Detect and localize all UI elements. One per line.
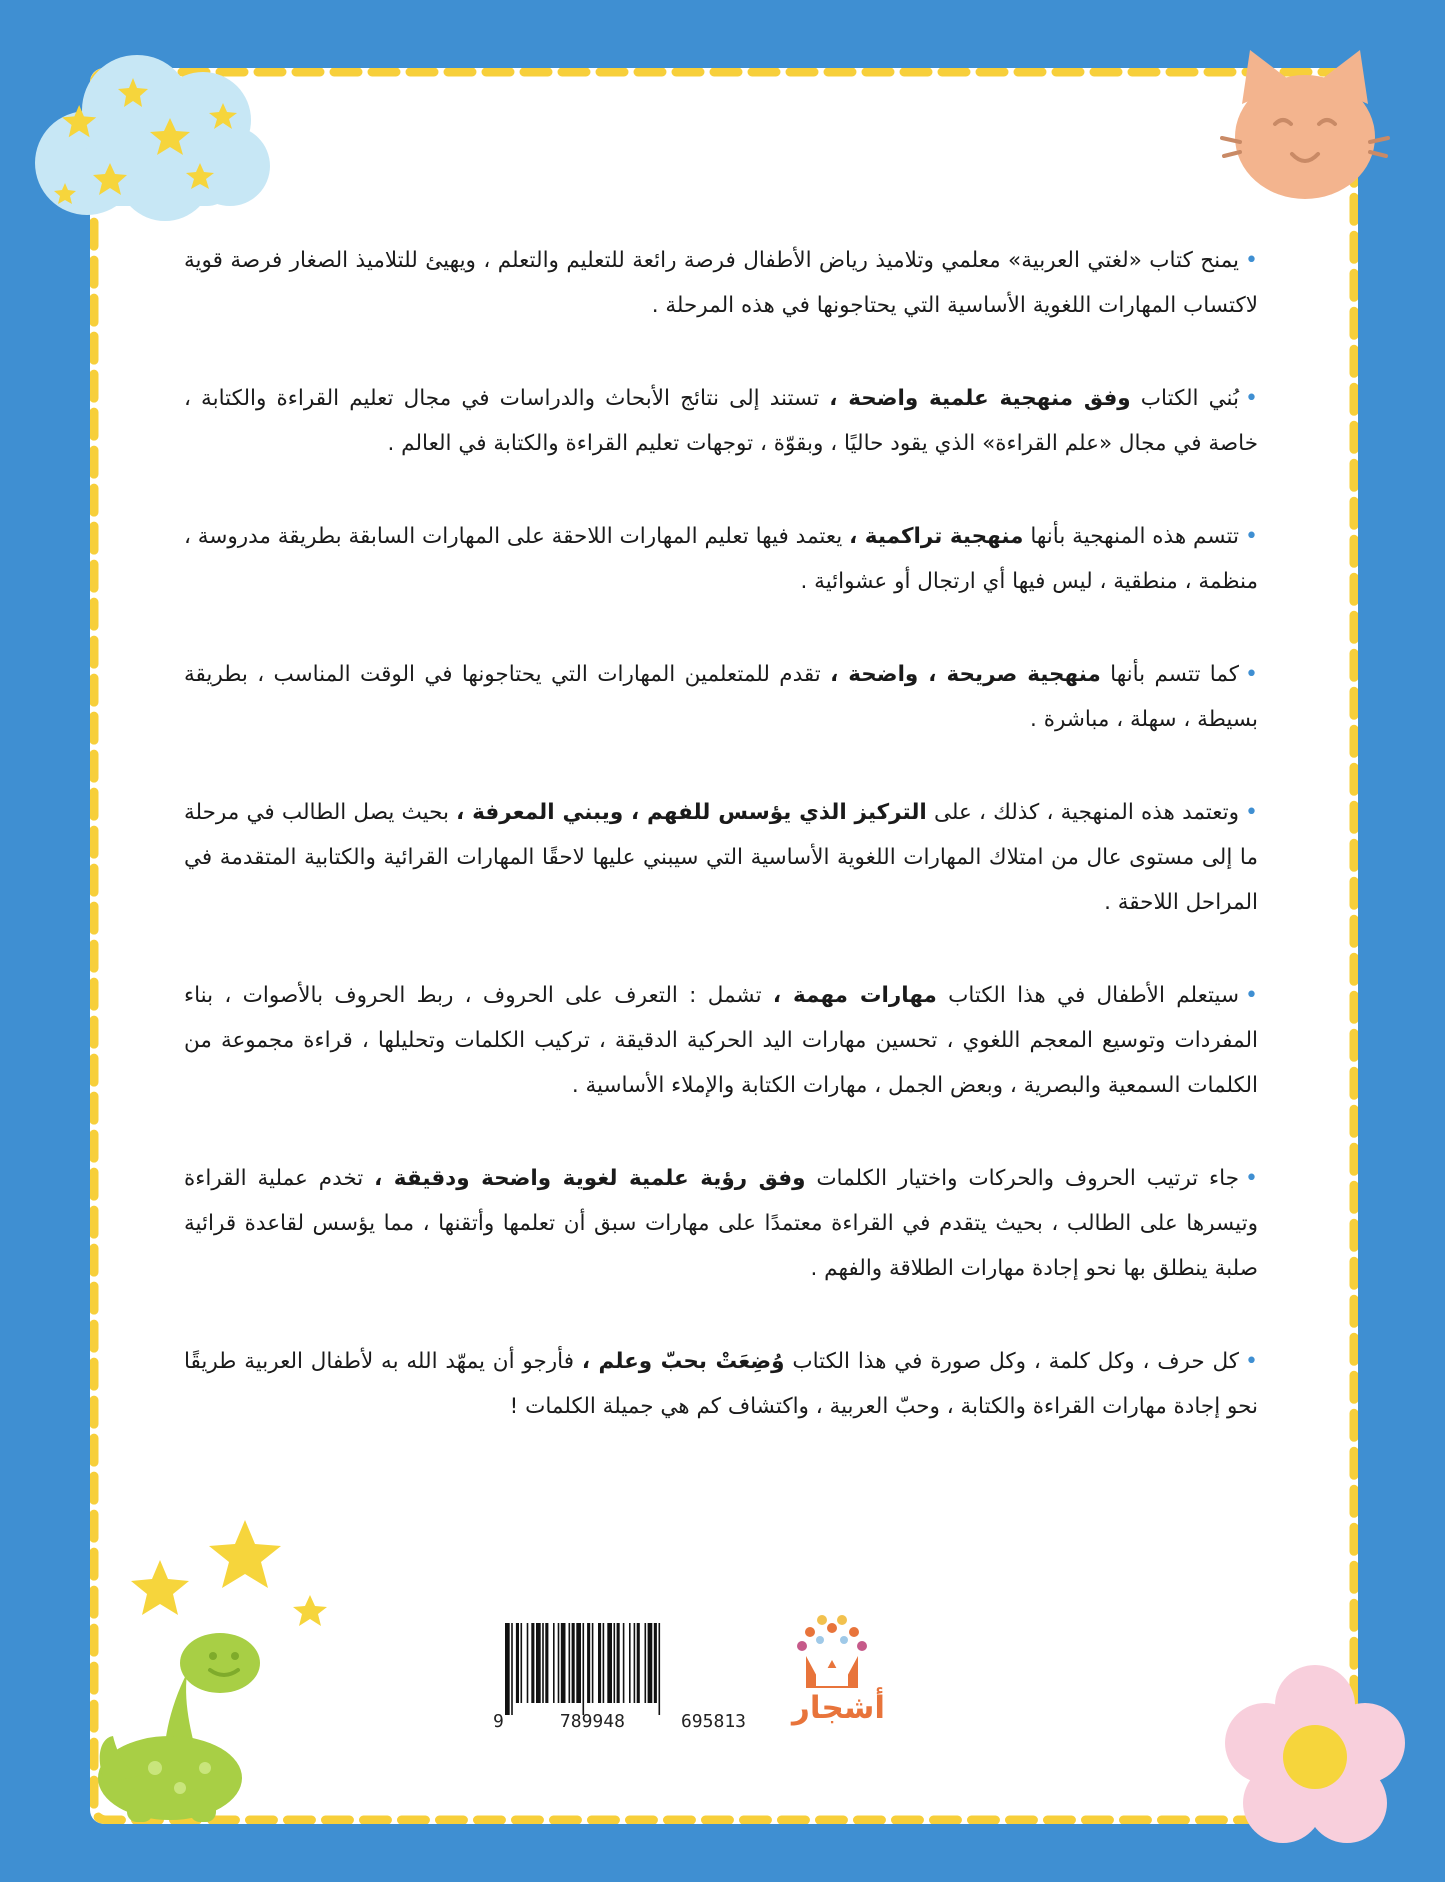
barcode-bar <box>572 1623 575 1703</box>
dinosaur-icon <box>95 1608 295 1823</box>
barcode-bar <box>637 1623 640 1703</box>
barcode-bar <box>505 1623 510 1715</box>
barcode-bar <box>648 1623 653 1703</box>
bullet-icon: • <box>1245 1349 1258 1374</box>
flower-icon <box>1225 1665 1405 1845</box>
barcode-bar <box>516 1623 519 1703</box>
barcode-bar <box>592 1623 594 1703</box>
publisher-logo <box>792 1612 885 1726</box>
bullet-icon: • <box>1245 662 1258 687</box>
tree-logo-icon <box>792 1612 872 1692</box>
intro-text <box>184 238 1258 1477</box>
barcode-bar <box>607 1623 612 1703</box>
barcode-bar <box>598 1623 601 1703</box>
barcode-bar <box>603 1623 605 1703</box>
barcode-bar <box>521 1623 523 1703</box>
barcode-bar <box>617 1623 620 1703</box>
barcode-number: 9 789948 695813 <box>493 1711 746 1732</box>
barcode-bar <box>634 1623 636 1703</box>
barcode-bar <box>545 1623 548 1703</box>
barcode-bar <box>614 1623 616 1703</box>
barcode-bar <box>531 1623 534 1703</box>
paragraph-8: •كل حرف ، وكل كلمة ، وكل صورة في هذا الكتاب وُضِعَتْ بحبّ وعلم ، فأرجو أن يمهّد الله به لأطفال العربية طريقًا نحو إجادة مهارات القراءة والكتابة ، وحبّ العربية ، واكتشاف كم هي جميلة الكلمات ! <box>184 1349 1258 1419</box>
barcode-bar <box>542 1623 544 1703</box>
barcode-bar <box>576 1623 581 1703</box>
bullet-icon: • <box>1245 983 1258 1008</box>
barcode-bar <box>629 1623 631 1703</box>
bullet-icon: • <box>1245 386 1258 411</box>
paragraph-5: •وتعتمد هذه المنهجية ، كذلك ، على التركيز الذي يؤسس للفهم ، ويبني المعرفة ، بحيث يصل الطالب في مرحلة ما إلى مستوى عال من امتلاك المهارات اللغوية الأساسية التي سيبني عليها لاحقًا المهارات القرائية والكتابية المتقدمة في المراحل اللاحقة . <box>184 800 1258 915</box>
barcode-bar <box>583 1623 585 1715</box>
barcode-bar <box>654 1623 657 1703</box>
barcode-bar <box>561 1623 566 1703</box>
barcode-bar <box>645 1623 647 1703</box>
paragraph-4: •كما تتسم بأنها منهجية صريحة ، واضحة ، تقدم للمتعلمين المهارات التي يحتاجونها في الوقت المناسب ، بطريقة بسيطة ، سهلة ، مباشرة . <box>184 662 1258 732</box>
barcode-bar <box>587 1623 590 1703</box>
bullet-icon: • <box>1245 800 1258 825</box>
paragraph-7: •جاء ترتيب الحروف والحركات واختيار الكلمات وفق رؤية علمية لغوية واضحة ودقيقة ، تخدم عملية القراءة وتيسرها على الطالب ، بحيث يتقدم في القراءة معتمدًا على مهارات سبق أن تعلمها وأتقنها ، مما يؤسس لقاعدة قرائية صلبة ينطلق بها نحو إجادة مهارات الطلاقة والفهم . <box>184 1166 1258 1281</box>
bullet-icon: • <box>1245 248 1258 273</box>
barcode-bar <box>536 1623 541 1703</box>
barcode-bar <box>558 1623 560 1703</box>
paragraph-2: •بُني الكتاب وفق منهجية علمية واضحة ، تستند إلى نتائج الأبحاث والدراسات في مجال تعليم القراءة والكتابة ، خاصة في مجال «علم القراءة» الذي يقود حاليًا ، وبقوّة ، توجهات تعليم القراءة والكتابة في العالم . <box>184 386 1258 456</box>
barcode <box>487 1617 752 1734</box>
paragraph-3: •تتسم هذه المنهجية بأنها منهجية تراكمية ، يعتمد فيها تعليم المهارات اللاحقة على المهارات السابقة بطريقة مدروسة ، منظمة ، منطقية ، ليس فيها أي ارتجال أو عشوائية . <box>184 524 1258 594</box>
barcode-bar <box>527 1623 529 1703</box>
barcode-bar <box>569 1623 571 1703</box>
barcode-bar <box>623 1623 625 1703</box>
publisher-name: أشجار <box>792 1690 885 1726</box>
barcode-bar <box>511 1623 513 1715</box>
bullet-icon: • <box>1245 524 1258 549</box>
cloud-icon <box>25 48 275 223</box>
cat-face-icon <box>1220 42 1390 207</box>
barcode-bar <box>659 1623 661 1715</box>
bullet-icon: • <box>1245 1166 1258 1191</box>
paragraph-6: •سيتعلم الأطفال في هذا الكتاب مهارات مهمة ، تشمل : التعرف على الحروف ، ربط الحروف بالأصوات ، بناء المفردات وتوسيع المعجم اللغوي ، تحسين مهارات اليد الحركية الدقيقة ، تركيب الكلمات وتحليلها ، قراءة مجموعة من الكلمات السمعية والبصرية ، وبعض الجمل ، مهارات الكتابة والإملاء الأساسية . <box>184 983 1258 1098</box>
barcode-bar <box>553 1623 555 1703</box>
paragraph-1: •يمنح كتاب «لغتي العربية» معلمي وتلاميذ رياض الأطفال فرصة رائعة للتعليم والتعلم ، ويهيئ للتلاميذ الصغار فرصة قوية لاكتساب المهارات اللغوية الأساسية التي يحتاجونها في هذه المرحلة . <box>184 248 1258 318</box>
